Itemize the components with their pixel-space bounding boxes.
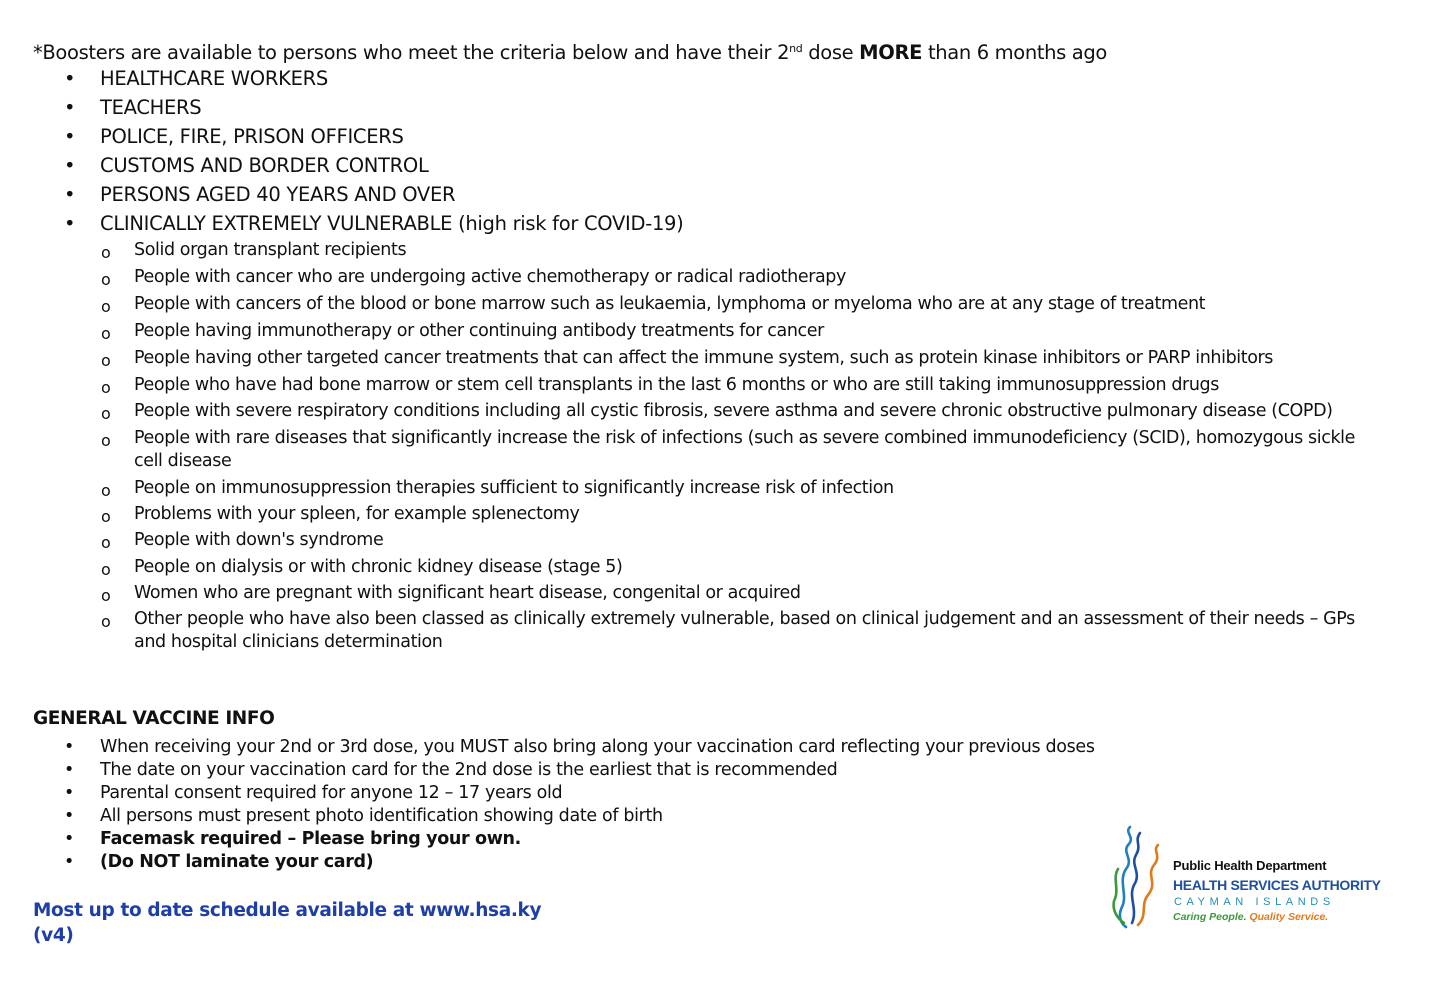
bullet-icon: • [64, 154, 76, 177]
bullet-icon: • [64, 96, 76, 119]
intro-superscript: nd [789, 42, 803, 55]
circle-bullet-icon: o [101, 431, 111, 450]
bullet-icon: • [64, 67, 76, 90]
bullet-icon: • [64, 852, 74, 872]
bullet-icon: • [64, 212, 76, 235]
bullet-icon: • [64, 806, 74, 826]
circle-bullet-icon: o [101, 586, 111, 605]
list-item: o People who have had bone marrow or stem cell transplants in the last 6 months or who are still taking immunosuppression drugs [101, 375, 1219, 397]
circle-bullet-icon: o [101, 324, 111, 343]
bullet-icon: • [64, 183, 76, 206]
vulnerable-conditions-list [0, 239, 1430, 654]
list-item: o People on dialysis or with chronic kidney disease (stage 5) [101, 557, 623, 579]
intro-text-suffix: than 6 months ago [922, 41, 1108, 64]
schedule-link-text: Most up to date schedule available at www.hsa.ky [33, 900, 542, 921]
list-item: o People with rare diseases that significantly increase the risk of infections (such as severe combined immunodeficiency (SCID), homozygous sickle cell disease [101, 428, 1356, 471]
bullet-icon: • [64, 125, 76, 148]
circle-bullet-icon: o [101, 404, 111, 423]
circle-bullet-icon: o [101, 351, 111, 370]
list-item: o Problems with your spleen, for example splenectomy [101, 504, 580, 526]
bullet-icon: • [64, 737, 74, 757]
section-heading: GENERAL VACCINE INFO [33, 708, 275, 729]
booster-intro [33, 36, 1107, 66]
list-item: o Solid organ transplant recipients [101, 240, 407, 262]
version-label: (v4) [33, 925, 74, 946]
hsa-logo [1108, 825, 1381, 930]
list-item: o People with cancer who are undergoing active chemotherapy or radical radiotherapy [101, 267, 846, 289]
circle-bullet-icon: o [101, 243, 111, 262]
list-item: o People having immunotherapy or other continuing antibody treatments for cancer [101, 321, 824, 343]
list-item: o Other people who have also been classed as clinically extremely vulnerable, based on clinical judgement and an assessment of their needs – GPs and hospital clinicians determination [101, 609, 1355, 652]
list-item: o People having other targeted cancer treatments that can affect the immune system, such as protein kinase inhibitors or PARP inhibitors [101, 348, 1274, 370]
circle-bullet-icon: o [101, 533, 111, 552]
logo-country: CAYMAN ISLANDS [1174, 896, 1335, 908]
circle-bullet-icon: o [101, 560, 111, 579]
circle-bullet-icon: o [101, 507, 111, 526]
list-item: o People with cancers of the blood or bone marrow such as leukaemia, lymphoma or myeloma who are at any stage of treatment [101, 294, 1206, 316]
circle-bullet-icon: o [101, 270, 111, 289]
list-item: o People on immunosuppression therapies sufficient to significantly increase risk of infection [101, 478, 894, 500]
hsa-figures-icon [1108, 825, 1172, 930]
intro-emphasis: MORE [859, 41, 923, 64]
list-item: o People with severe respiratory conditions including all cystic fibrosis, severe asthma and severe chronic obstructive pulmonary disease (COPD) [101, 401, 1333, 423]
bullet-icon: • [64, 783, 74, 803]
circle-bullet-icon: o [101, 297, 111, 316]
logo-tagline: Caring People. Quality Service. [1173, 911, 1329, 923]
bullet-icon: • [64, 760, 74, 780]
bullet-icon: • [64, 829, 74, 849]
list-item: o People with down's syndrome [101, 530, 384, 552]
footer-note [33, 898, 541, 948]
logo-authority: HEALTH SERVICES AUTHORITY [1173, 877, 1381, 893]
circle-bullet-icon: o [101, 612, 111, 631]
circle-bullet-icon: o [101, 378, 111, 397]
circle-bullet-icon: o [101, 481, 111, 500]
list-item: o Women who are pregnant with significant heart disease, congenital or acquired [101, 583, 801, 605]
intro-text: *Boosters are available to persons who meet the criteria below and have their 2 [33, 41, 790, 64]
logo-department: Public Health Department [1173, 858, 1327, 873]
intro-text-middle: dose [802, 41, 860, 64]
